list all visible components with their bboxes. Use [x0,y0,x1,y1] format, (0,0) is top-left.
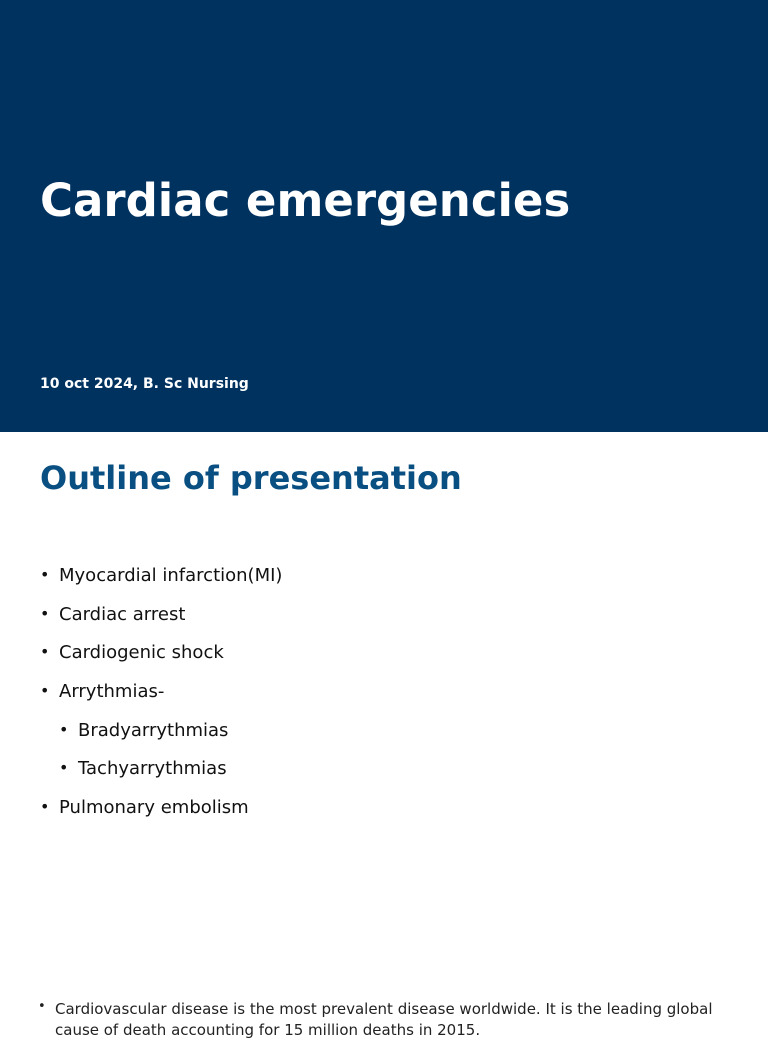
bullet-text: Myocardial infarction(MI) [59,565,283,586]
bullet-dot-icon: • [40,681,50,701]
slide-subtitle: 10 oct 2024, B. Sc Nursing [40,376,249,392]
bullet-text: Pulmonary embolism [59,797,249,819]
bullet-text: Arrythmias- [59,681,165,703]
bullet-dot-icon: • [59,719,69,739]
bullet-dot-icon: • [40,797,50,817]
bullet-text: Cardiogenic shock [59,642,224,664]
bullet-text: Bradyarrythmias [78,719,229,741]
bullet-dot-icon: • [40,565,50,584]
bullet-text: Tachyarrythmias [78,758,227,780]
next-slide-partial [0,992,768,1039]
slide-title: Cardiac emergencies [40,174,571,227]
bullet-dot-icon: • [40,642,50,662]
outline-heading: Outline of presentation [40,459,462,497]
title-slide [0,0,768,432]
bullet-dot-icon: • [40,603,50,623]
bullet-dot-icon: • [38,999,46,1014]
bullet-text: Cardiac arrest [59,603,186,625]
outline-slide [0,432,768,992]
bullet-dot-icon: • [59,758,69,778]
next-slide-paragraph: Cardiovascular disease is the most prevalent disease worldwide. It is the leading global cause of death accounting for 15 million deaths in 2015. [55,1000,713,1039]
